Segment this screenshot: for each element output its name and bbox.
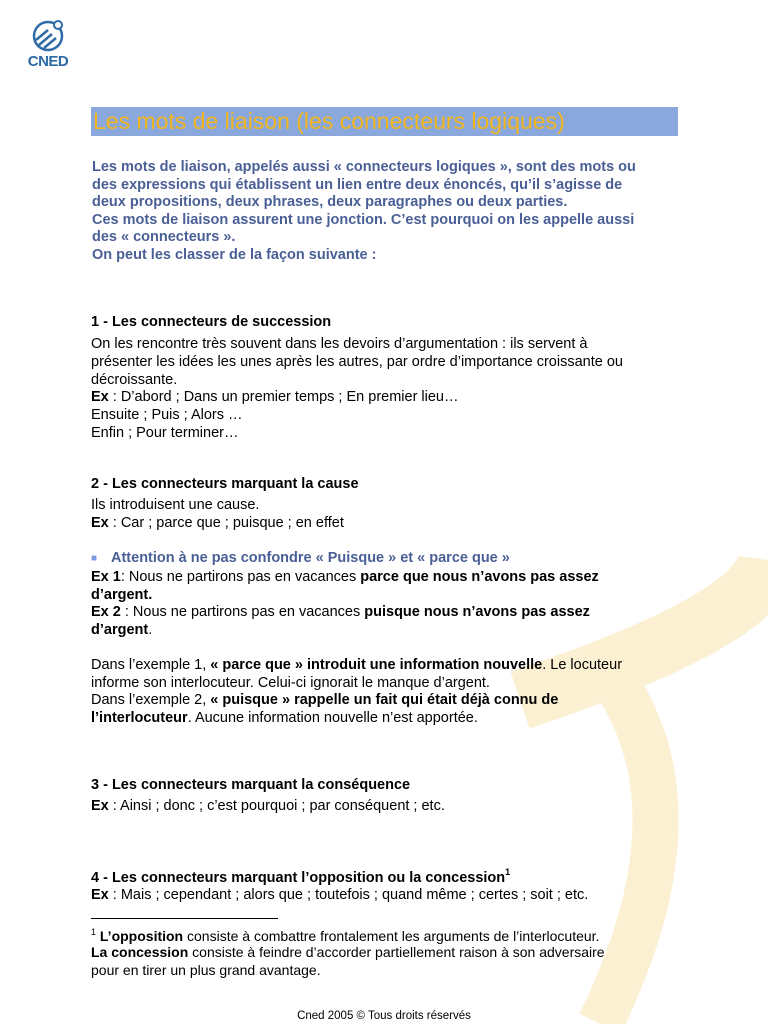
page-title: Les mots de liaison (les connecteurs logiques) [93, 108, 565, 134]
footnote-divider [91, 918, 278, 919]
cned-logo [22, 18, 74, 72]
section-4-title [91, 864, 510, 888]
logo-graphic-icon [22, 18, 74, 54]
ex-text: : Mais ; cependant ; alors que ; toutefois ; quand même ; certes ; soit ; etc. [108, 887, 589, 903]
ex-label: Ex [91, 515, 109, 531]
section-2-example [91, 515, 344, 533]
attention-example-2 [91, 604, 590, 622]
page-footer: Cned 2005 © Tous droits réservés [297, 1010, 471, 1022]
footnote-number: 1 [91, 927, 97, 937]
section-1-example: Ensuite ; Puis ; Alors … [91, 407, 243, 423]
ex-text: : Nous ne partirons pas en vacances [120, 604, 365, 620]
section-1-example [91, 389, 459, 407]
section-1-example: Enfin ; Pour terminer… [91, 425, 239, 441]
footnote-bold: La concession [91, 944, 189, 960]
ex-text: . [148, 622, 153, 638]
attention-example-1-cont: d’argent. [91, 587, 153, 603]
section-1-text: On les rencontre très souvent dans les devoirs d’argumentation : ils servent à [91, 336, 588, 352]
explanation-bold: « parce que » introduit une information nouvelle [210, 657, 543, 673]
explanation-1 [91, 657, 622, 675]
square-bullet-icon: ■ [91, 553, 98, 564]
attention-note [91, 550, 510, 568]
intro-line: Ces mots de liaison assurent une jonction. C’est pourquoi on les appelle aussi [92, 211, 635, 228]
explanation-bold: l’interlocuteur [91, 710, 188, 726]
footnote-bold: L’opposition [96, 928, 184, 944]
ex-text: : Car ; parce que ; puisque ; en effet [108, 515, 344, 531]
attention-text: Attention à ne pas confondre « Puisque » et « parce que » [111, 550, 510, 566]
explanation-text: Dans l’exemple 2, [91, 692, 211, 708]
footnote-line-3: pour en tirer un plus grand avantage. [91, 962, 321, 978]
explanation-text: . Le locuteur [542, 657, 623, 673]
explanation-1-cont: informe son interlocuteur. Celui-ci ignorait le manque d’argent. [91, 675, 490, 691]
ex-text: : D’abord ; Dans un premier temps ; En premier lieu… [108, 389, 459, 405]
section-1-title: 1 - Les connecteurs de succession [91, 314, 332, 330]
footnote-line-2 [91, 944, 605, 962]
explanation-bold: « puisque » rappelle un fait qui était déjà connu de [210, 692, 559, 708]
intro-line: deux propositions, deux phrases, deux paragraphes ou deux parties. [92, 194, 568, 211]
intro-line: Les mots de liaison, appelés aussi « connecteurs logiques », sont des mots ou [92, 159, 636, 175]
ex-label: Ex [91, 389, 109, 405]
footnote-text: consiste à combattre frontalement les arguments de l’interlocuteur. [183, 928, 600, 944]
explanation-2 [91, 692, 558, 710]
explanation-text: . Aucune information nouvelle n’est apportée. [187, 710, 478, 726]
ex-bold: parce que nous n’avons pas assez [360, 569, 599, 585]
intro-line: des expressions qui établissent un lien entre deux énoncés, qu’il s’agisse de [92, 176, 623, 193]
intro-paragraph [92, 159, 692, 265]
section-4-title-text: 4 - Les connecteurs marquant l’opposition ou la concession [91, 870, 506, 886]
footnote-text: consiste à feindre d’accorder partiellement raison à son adversaire [188, 944, 605, 960]
intro-line: des « connecteurs ». [92, 229, 236, 246]
ex-label: Ex [91, 887, 109, 903]
ex-text: : Ainsi ; donc ; c’est pourquoi ; par conséquent ; etc. [108, 798, 445, 814]
ex-label: Ex 1 [91, 569, 121, 585]
ex-label: Ex 2 [91, 604, 121, 620]
footnote-line-1 [91, 924, 599, 946]
intro-line: On peut les classer de la façon suivante : [92, 246, 377, 263]
section-1-text: présenter les idées les unes après les autres, par ordre d’importance croissante ou [91, 354, 623, 370]
ex-text: : Nous ne partirons pas en vacances [120, 569, 361, 585]
ex-label: Ex [91, 798, 109, 814]
footnote-ref[interactable]: 1 [505, 867, 511, 877]
section-2-title: 2 - Les connecteurs marquant la cause [91, 476, 359, 492]
explanation-text: Dans l’exemple 1, [91, 657, 211, 673]
section-3-title: 3 - Les connecteurs marquant la conséquence [91, 777, 411, 793]
ex-bold: puisque nous n’avons pas assez [364, 604, 590, 620]
logo-text: CNED [27, 53, 69, 70]
ex-bold: d’argent [91, 622, 149, 638]
section-3-example [91, 798, 445, 816]
section-2-text: Ils introduisent une cause. [91, 497, 260, 513]
explanation-2-cont [91, 710, 478, 728]
attention-example-1 [91, 569, 599, 587]
section-1-text: décroissante. [91, 372, 178, 388]
attention-example-2-cont [91, 622, 152, 640]
section-4-example [91, 887, 588, 905]
